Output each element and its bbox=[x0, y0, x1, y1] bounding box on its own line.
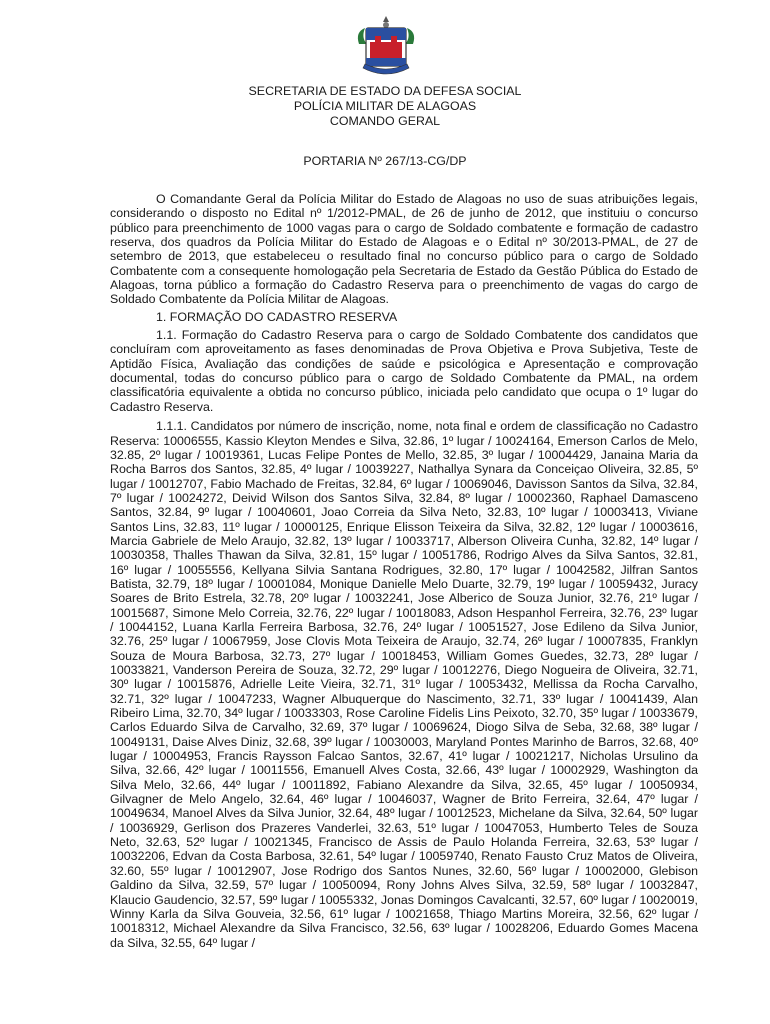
document-header bbox=[0, 84, 770, 129]
coat-of-arms-logo bbox=[353, 14, 419, 80]
section-heading: 1. FORMAÇÃO DO CADASTRO RESERVA bbox=[156, 309, 398, 324]
header-line-policia: POLÍCIA MILITAR DE ALAGOAS bbox=[293, 99, 477, 113]
intro-paragraph: O Comandante Geral da Polícia Militar do Estado de Alagoas no uso de suas atribuições legais, considerando o disposto no Edital nº 1/2012-PMAL, de 26 de junho de 2012, que instituiu o concurso público para preenchimento de 1000 vagas para o cargo de Soldado combatente e formação de cadastro reserva, dos quadros da Polícia Militar do Estado de Alagoas e o Edital nº 30/2013-PMAL, de 27 de setembro de 2013, que estabeleceu o resultado final no concurso público para o cargo de Soldado Combatente com a consequente homologação pela Secretaria de Estado da Gestão Pública do Estado de Alagoas, torna público a formação do Cadastro Reserva para o preenchimento de vagas do cargo de Soldado Combatente da Polícia Militar de Alagoas. bbox=[110, 192, 698, 307]
header-line-comando: COMANDO GERAL bbox=[329, 114, 441, 128]
paragraph-1-1: 1.1. Formação do Cadastro Reserva para o cargo de Soldado Combatente dos candidatos que concluíram com aproveitamento as fases denominadas de Prova Objetiva e Prova Subjetiva, Teste de Aptidão Física, Avaliação das condições de saúde e psicológica e Apresentação e comprovação documental, todas do concurso público para o cargo de Soldado Combatente da PMAL, na ordem classificatória equivalente a obtida no concurso público, iniciada pelo candidato que ocupa o 1º lugar do Cadastro Reserva. bbox=[110, 328, 698, 414]
paragraph-1-1-1: 1.1.1. Candidatos por número de inscrição, nome, nota final e ordem de classificação no Cadastro Reserva: 10006555, Kassio Kleyton Mendes e Silva, 32.86, 1º lugar / 10024164, Emerson Carlos de Melo, 32.85, 2º lugar / 10019361, Lucas Felipe Pontes de Mello, 32.85, 3º lugar / 10004429, Janaina Maria da Rocha Barros dos Santos, 32.85, 4º lugar / 10039227, Nathallya Synara da Conceiçao Oliveira, 32.85, 5º lugar / 10012707, Fabio Machado de Freitas, 32.84, 6º lugar / 10069046, Davisson Santos da Silva, 32.84, 7º lugar / 10024272, Deivid Wilson dos Santos Silva, 32.84, 8º lugar / 10002360, Raphael Damasceno Santos, 32.84, 9º lugar / 10040601, Joao Correia da Silva Neto, 32.83, 10º lugar / 10003413, Viviane Santos Lins, 32.83, 11º lugar / 10000125, Enrique Elisson Teixeira da Silva, 32.82, 12º lugar / 10003616, Marcia Gabriele de Melo Araujo, 32.82, 13º lugar / 10033717, Alberson Oliveira Cunha, 32.82, 14º lugar / 10030358, Thalles Thawan da Silva, 32.81, 15º lugar / 10051786, Rodrigo Alves da Silva Santos, 32.81, 16º lugar / 10055556, Kellyana Silvia Santana Rodrigues, 32.80, 17º lugar / 10042582, Jilfran Santos Batista, 32.79, 18º lugar / 10001084, Monique Danielle Melo Duarte, 32.79, 19º lugar / 10059432, Juracy Soares de Brito Estrela, 32.78, 20º lugar / 10032241, Jose Alberico de Souza Junior, 32.76, 21º lugar / 10015687, Simone Melo Correia, 32.76, 22º lugar / 10018083, Adson Hespanhol Ferreira, 32.76, 23º lugar / 10044152, Luana Karlla Ferreira Barbosa, 32.76, 24º lugar / 10051527, Jose Edileno da Silva Junior, 32.76, 25º lugar / 10067959, Jose Clovis Mota Teixeira de Araujo, 32.74, 26º lugar / 10007835, Franklyn Souza de Moura Barbosa, 32.73, 27º lugar / 10018453, William Gomes Guedes, 32.73, 28º lugar / 10033821, Vanderson Pereira de Souza, 32.72, 29º lugar / 10012276, Diego Nogueira de Oliveira, 32.71, 30º lugar / 10015876, Adrielle Leite Vieira, 32.71, 31º lugar / 10053432, Mellissa da Rocha Carvalho, 32.71, 32º lugar / 10047233, Wagner Albuquerque do Nascimento, 32.71, 33º lugar / 10041439, Alan Ribeiro Lima, 32.70, 34º lugar / 10033303, Rose Caroline Fidelis Lins Peixoto, 32.70, 35º lugar / 10033679, Carlos Eduardo Silva de Carvalho, 32.69, 37º lugar / 10069624, Diogo Silva de Seba, 32.68, 38º lugar / 10049131, Daise Alves Diniz, 32.68, 39º lugar / 10030003, Maryland Pontes Marinho de Barros, 32.68, 40º lugar / 10004953, Francis Raysson Falcao Santos, 32.67, 41º lugar / 10021217, Nicholas Ursulino da Silva, 32.66, 42º lugar / 10011556, Emanuell Alves Costa, 32.66, 43º lugar / 10002929, Washington da Silva Melo, 32.66, 44º lugar / 10011892, Fabiano Alexandre da Silva, 32.65, 45º lugar / 10050934, Gilvagner de Melo Angelo, 32.64, 46º lugar / 10046037, Wagner de Brito Ferreira, 32.64, 47º lugar / 10049634, Manoel Alves da Silva Junior, 32.64, 48º lugar / 10012523, Michelane da Silva, 32.64, 50º lugar / 10036929, Gerlison dos Prazeres Vanderlei, 32.63, 51º lugar / 10047053, Humberto Teles de Souza Neto, 32.63, 52º lugar / 10021345, Francisco de Assis de Paulo Holanda Ferreira, 32.63, 53º lugar / 10032206, Edvan da Costa Barbosa, 32.61, 54º lugar / 10059740, Renato Fausto Cruz Matos de Oliveira, 32.60, 55º lugar / 10012907, Jose Rodrigo dos Santos Nunes, 32.60, 56º lugar / 10002000, Glebison Galdino da Silva, 32.59, 57º lugar / 10050094, Rony Johns Alves Silva, 32.59, 58º lugar / 10032847, Klaucio Gaudencio, 32.57, 59º lugar / 10055332, Jonas Domingos Cavalcanti, 32.57, 60º lugar / 10020019, Winny Karla da Silva Gouveia, 32.56, 61º lugar / 10021658, Thiago Martins Moreira, 32.56, 62º lugar / 10018312, Michael Alexandre da Silva Francisco, 32.56, 63º lugar / 10028206, Eduardo Gomes Macena da Silva, 32.55, 64º lugar / bbox=[110, 419, 698, 950]
document-body bbox=[110, 192, 698, 950]
portaria-title: PORTARIA Nº 267/13-CG/DP bbox=[303, 154, 467, 168]
header-line-secretaria: SECRETARIA DE ESTADO DA DEFESA SOCIAL bbox=[248, 84, 522, 98]
